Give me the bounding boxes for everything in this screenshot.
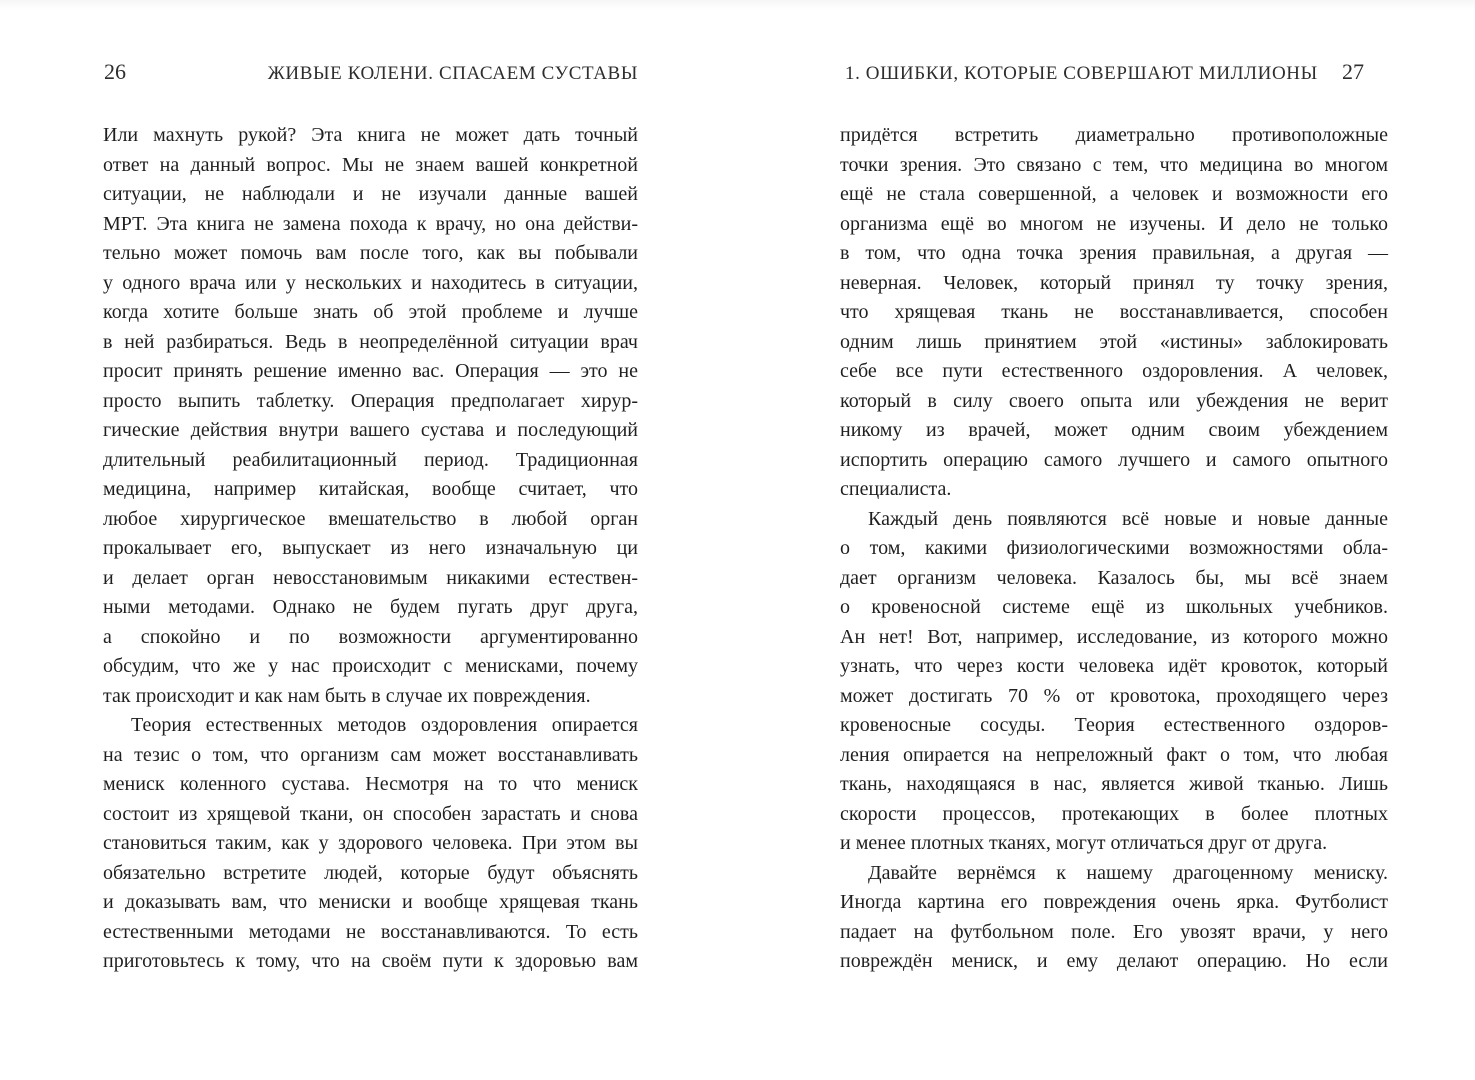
text-line: в том, что одна точка зрения правильная, а другая — [840,242,1388,264]
text-line: точки зрения. Это связано с тем, что медицина во многом [840,153,1388,176]
text-line: а спокойно и по возможности аргументированно [103,625,638,648]
text-line: может достигать 70 % от кровотока, проходящего через [840,684,1388,707]
text-line: у одного врача или у нескольких и находитесь в ситуации, [103,271,638,294]
text-line: о кровеносной системе ещё из школьных учебников. [840,596,1388,618]
text-line: обсудим, что же у нас происходит с менисками, почему [103,655,638,677]
text-line: так происходит и как нам быть в случае их повреждения. [103,684,591,707]
text-line: неверная. Человек, который принял ту точку зрения, [840,271,1388,294]
text-line: просит принять решение именно вас. Операция — это не [103,360,638,382]
text-line: скорости процессов, протекающих в более плотных [840,802,1388,825]
page-body-left [103,121,638,977]
text-line: и делает орган невосстановимым никакими естествен- [103,566,638,589]
text-line: ситуации, не наблюдали и не изучали данные вашей [103,183,638,205]
text-line: что хрящевая ткань не восстанавливается, способен [840,301,1388,323]
text-line: тельно может помочь вам после того, как вы побывали [103,242,638,264]
text-line: Каждый день появляются всё новые и новые данные [868,507,1388,530]
text-line: испортить операцию самого лучшего и самого опытного [840,448,1388,471]
text-line: МРТ. Эта книга не замена похода к врачу, но она действи- [103,212,638,235]
page-number-right: 27 [1342,59,1364,84]
text-line: падает на футбольном поле. Его увозят врачи, у него [840,920,1388,943]
page-body-right [840,121,1388,977]
text-line: ответ на данный вопрос. Мы не знаем вашей конкретной [103,153,638,176]
text-line: состоит из хрящевой ткани, он способен зарастать и снова [103,802,638,825]
text-line: ткань, находящаяся в нас, является живой тканью. Лишь [840,773,1388,795]
text-line: в ней разбираться. Ведь в неопределённой ситуации врач [103,330,638,353]
text-line: специалиста. [840,478,952,500]
text-line: Или махнуть рукой? Эта книга не может дать точный [103,124,638,146]
text-line: дает организм человека. Казалось бы, мы всё знаем [840,566,1388,589]
text-line: Давайте вернёмся к нашему драгоценному мениску. [868,861,1388,884]
text-line: одним лишь принятием этой «истины» заблокировать [840,330,1388,353]
text-line: Иногда картина его повреждения очень ярка. Футболист [840,891,1388,913]
text-line: который в силу своего опыта или убеждения не верит [840,389,1388,412]
text-line: и доказывать вам, что мениски и вообще хрящевая ткань [103,891,638,913]
text-line: когда хотите больше знать об этой проблеме и лучше [103,301,638,323]
text-line: любое хирургическое вмешательство в любой орган [103,507,638,530]
running-header-left: ЖИВЫЕ КОЛЕНИ. СПАСАЕМ СУСТАВЫ [267,63,638,84]
text-line: ления опирается на непреложный факт о том, что любая [840,743,1388,766]
text-line: становиться таким, как у здорового человека. При этом вы [103,832,638,854]
text-line: Теория естественных методов оздоровления опирается [131,714,638,736]
page-number-left: 26 [104,59,126,84]
text-line: обязательно встретите людей, которые будут объяснять [103,861,638,884]
text-line: гические действия внутри вашего сустава и последующий [103,419,638,441]
text-line: о том, какими физиологическими возможностями обла- [840,537,1388,559]
text-line: и менее плотных тканях, могут отличаться друг от друга. [840,832,1328,854]
text-line: просто выпить таблетку. Операция предполагает хирур- [103,389,638,412]
text-line: медицина, например китайская, вообще считает, что [103,478,638,500]
text-line: прокалывает его, выпускает из него изначальную ци [103,537,638,559]
text-line: естественными методами не восстанавливаются. То есть [103,920,638,943]
text-line: длительный реабилитационный период. Традиционная [103,448,638,471]
text-line: придётся встретить диаметрально противоположные [840,124,1388,146]
text-line: ными методами. Однако не будем пугать друг друга, [103,596,638,618]
text-line: кровеносные сосуды. Теория естественного оздоров- [840,714,1388,736]
text-line: ещё не стала совершенной, а человек и возможности его [840,183,1388,205]
text-line: узнать, что через кости человека идёт кровоток, который [840,655,1388,677]
text-line: организма ещё во многом не изучены. И дело не только [840,212,1388,235]
running-header-right: 1. ОШИБКИ, КОТОРЫЕ СОВЕРШАЮТ МИЛЛИОНЫ [845,63,1318,84]
text-line: повреждён мениск, и ему делают операцию. Но если [840,950,1388,972]
text-line: никому из врачей, может одним своим убеждением [840,419,1388,441]
text-line: мениск коленного сустава. Несмотря на то что мениск [103,773,638,795]
text-line: себе все пути естественного оздоровления. А человек, [840,360,1388,382]
text-line: на тезис о том, что организм сам может восстанавливать [103,743,638,766]
text-line: Ан нет! Вот, например, исследование, из которого можно [840,625,1388,648]
text-line: приготовьтесь к тому, что на своём пути к здоровью вам [103,950,638,972]
